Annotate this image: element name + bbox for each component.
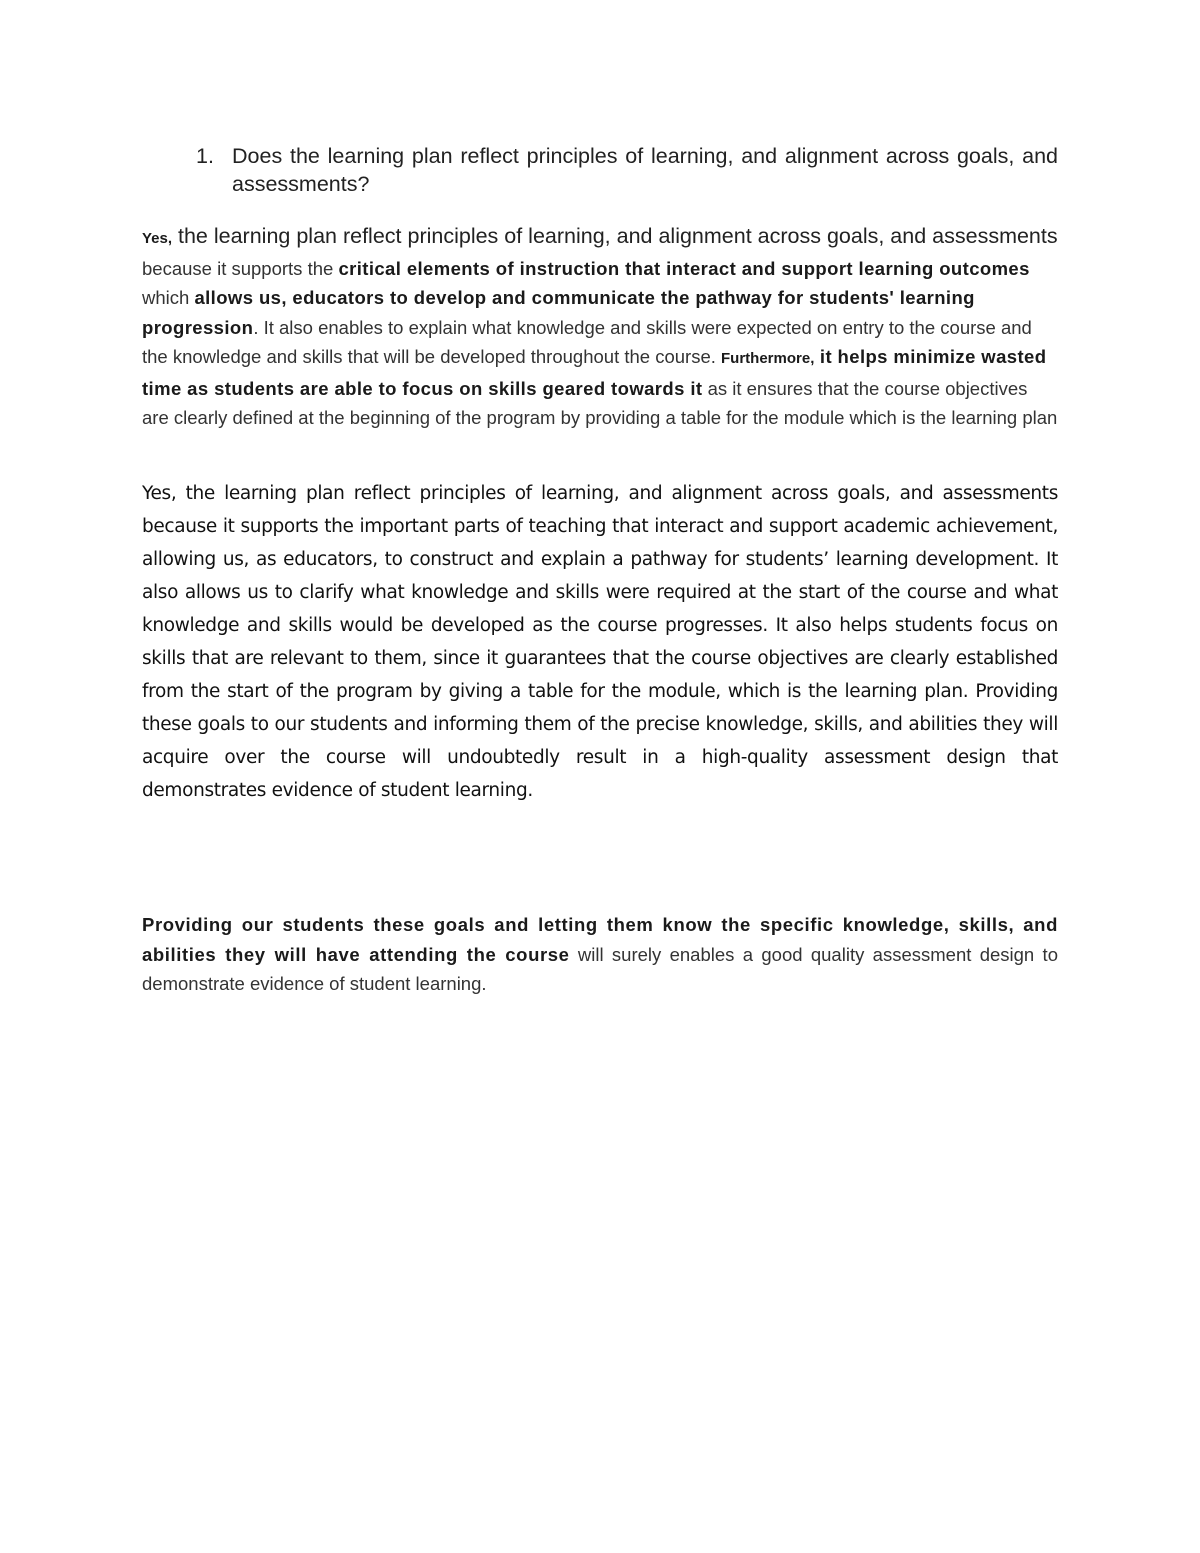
answer1-sentence-4: . It also enables to explain what knowledge and skills were expected on entry to the course and the knowledge and skills that will be developed throughout the course. — [142, 316, 1032, 367]
answer1-sentence-2: because it supports the — [142, 257, 339, 279]
answer3-sentence-1: will surely enables a good quality assessment design to demonstrate evidence of student learning. — [142, 943, 1058, 994]
answer1-lead: Yes, — [142, 230, 173, 247]
answer1-sentence-5: as it ensures that the course objectives are clearly defined at the beginning of the program by providing a table for the module which is the learning plan — [142, 377, 1058, 428]
answer1-bold-3: it helps minimize wasted time as students are able to focus on skills geared towards it — [142, 346, 1047, 399]
answer3-bold-1: Providing our students these goals and letting them know the specific knowledge, skills, and abilities they will have attending the course — [142, 914, 1058, 965]
answer-paragraph-1 — [142, 222, 1058, 433]
question-item — [196, 142, 1058, 198]
answer1-bold-1: critical elements of instruction that interact and support learning outcomes — [338, 257, 1030, 279]
question-text: Does the learning plan reflect principles of learning, and alignment across goals, and assessments? — [232, 144, 1058, 196]
answer-paragraph-3 — [142, 910, 1058, 999]
answer1-sentence-3: which — [142, 287, 195, 308]
answer1-sentence-1: the learning plan reflect principles of learning, and alignment across goals, and assessments — [172, 224, 1058, 248]
question-number: 1. — [196, 144, 214, 168]
answer1-lead-2: Furthermore, — [721, 350, 815, 367]
answer1-bold-2: allows us, educators to develop and communicate the pathway for students' learning progression — [142, 287, 975, 338]
answer-paragraph-2: Yes, the learning plan reflect principles of learning, and alignment across goals, and assessments because it supports the important parts of teaching that interact and support academic achievement, allowing us, as educators, to construct and explain a pathway for students’ learning development. It also allows us to clarify what knowledge and skills were required at the start of the course and what knowledge and skills would be developed as the course progresses. It also helps students focus on skills that are relevant to them, since it guarantees that the course objectives are clearly established from the start of the program by giving a table for the module, which is the learning plan. Providing these goals to our students and informing them of the precise knowledge, skills, and abilities they will acquire over the course will undoubtedly result in a high-quality assessment design that demonstrates evidence of student learning. — [142, 483, 1058, 801]
